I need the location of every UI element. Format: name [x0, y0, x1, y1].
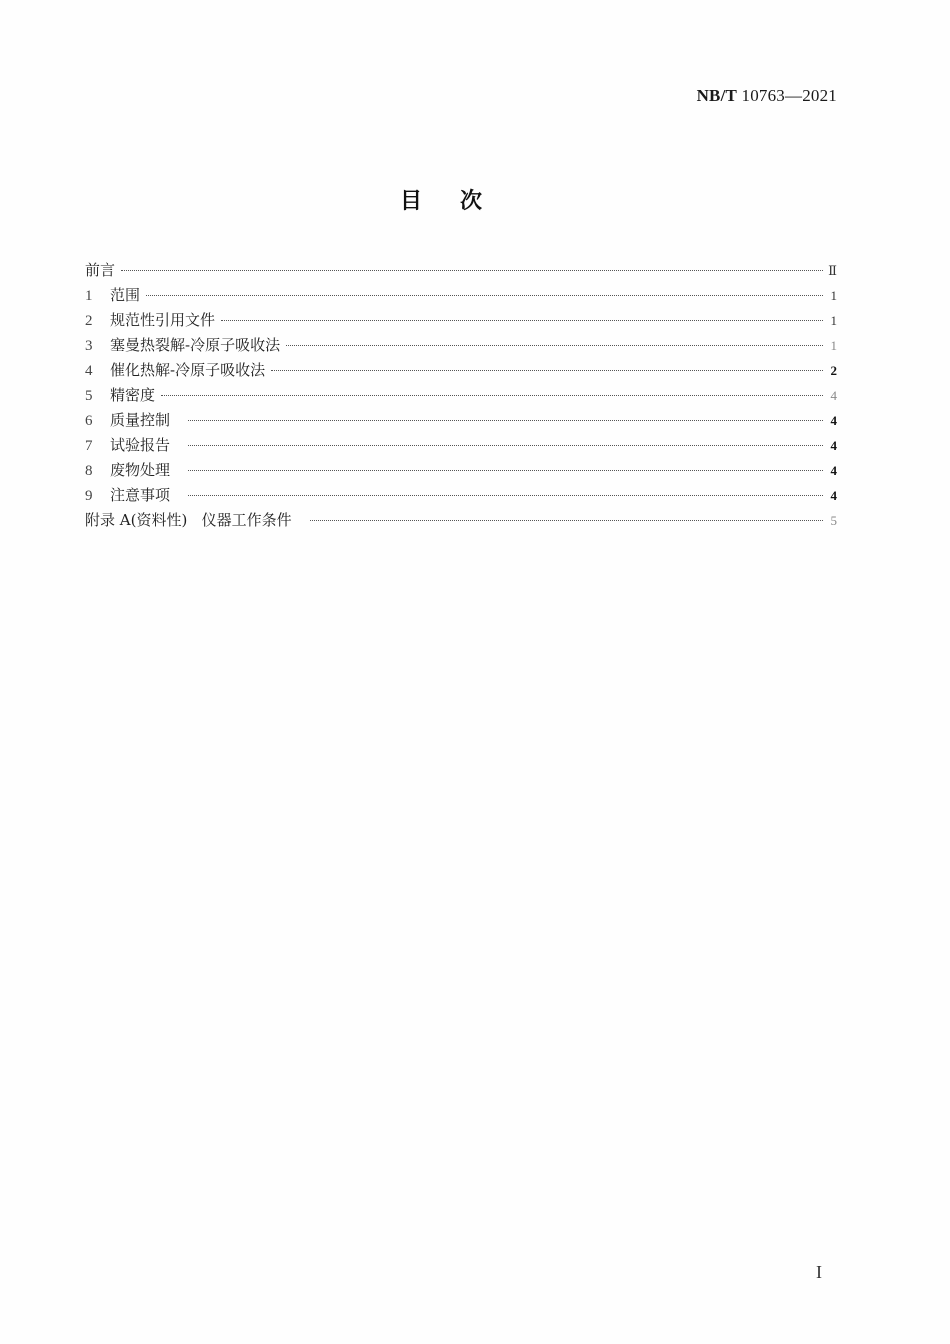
toc-entry-page: 2 [830, 363, 837, 378]
toc-entry-text: 前言 [85, 261, 116, 279]
toc-entry-page: 4 [830, 463, 837, 478]
toc-entry-number: 3 [85, 338, 93, 354]
toc-leader [271, 370, 823, 371]
table-of-contents [85, 258, 837, 533]
toc-entry-text: 废物处理 [110, 461, 171, 479]
toc-entry-foreword[interactable] [85, 258, 837, 283]
toc-entry-text: 范围 [110, 286, 141, 304]
toc-entry-text: 规范性引用文件 [110, 311, 216, 329]
toc-leader [188, 495, 823, 496]
toc-entry-text: 试验报告 [110, 436, 171, 454]
toc-entry-page: 1 [830, 338, 837, 353]
toc-leader [188, 445, 823, 446]
page-number: I [816, 1262, 822, 1282]
toc-leader [121, 270, 823, 271]
toc-entry-number: 1 [85, 288, 93, 304]
toc-entry-page: 4 [830, 438, 837, 453]
toc-leader [161, 395, 823, 396]
toc-entry-page: 1 [830, 313, 837, 328]
toc-entry-number: 8 [85, 463, 93, 479]
toc-leader [146, 295, 823, 296]
toc-entry-number: 5 [85, 388, 93, 404]
toc-entry-5[interactable] [85, 383, 837, 408]
toc-entry-number: 7 [85, 438, 93, 454]
toc-entry-1[interactable] [85, 283, 837, 308]
toc-entry-number: 4 [85, 363, 93, 379]
toc-entry-text: 注意事项 [110, 486, 171, 504]
toc-entry-4[interactable] [85, 358, 837, 383]
standard-number: 10763—2021 [741, 86, 837, 105]
toc-leader [188, 420, 823, 421]
toc-entry-7[interactable] [85, 433, 837, 458]
toc-entry-text: 催化热解-冷原子吸收法 [110, 361, 266, 379]
toc-entry-page: Ⅱ [828, 263, 837, 278]
toc-leader [310, 520, 823, 521]
toc-entry-page: 4 [830, 413, 837, 428]
toc-leader [188, 470, 823, 471]
toc-entry-6[interactable] [85, 408, 837, 433]
toc-entry-page: 4 [830, 488, 837, 503]
standard-code [697, 86, 837, 106]
toc-leader [221, 320, 823, 321]
toc-entry-page: 5 [830, 513, 837, 528]
toc-entry-text: 质量控制 [110, 411, 171, 429]
toc-entry-number: 9 [85, 488, 93, 504]
toc-entry-text: 塞曼热裂解-冷原子吸收法 [110, 336, 281, 354]
toc-entry-2[interactable] [85, 308, 837, 333]
standard-prefix: NB/T [696, 86, 738, 105]
toc-entry-8[interactable] [85, 458, 837, 483]
toc-leader [286, 345, 823, 346]
toc-entry-page: 4 [830, 388, 837, 403]
toc-entry-text: 精密度 [110, 386, 156, 404]
toc-entry-page: 1 [830, 288, 837, 303]
toc-entry-number: 2 [85, 313, 93, 329]
toc-entry-9[interactable] [85, 483, 837, 508]
toc-entry-text: 附录 A(资料性) 仪器工作条件 [85, 511, 292, 529]
toc-entry-number: 6 [85, 413, 93, 429]
toc-entry-3[interactable] [85, 333, 837, 358]
toc-entry-appendix-a[interactable] [85, 508, 837, 533]
page-title: 目次 [399, 189, 520, 214]
